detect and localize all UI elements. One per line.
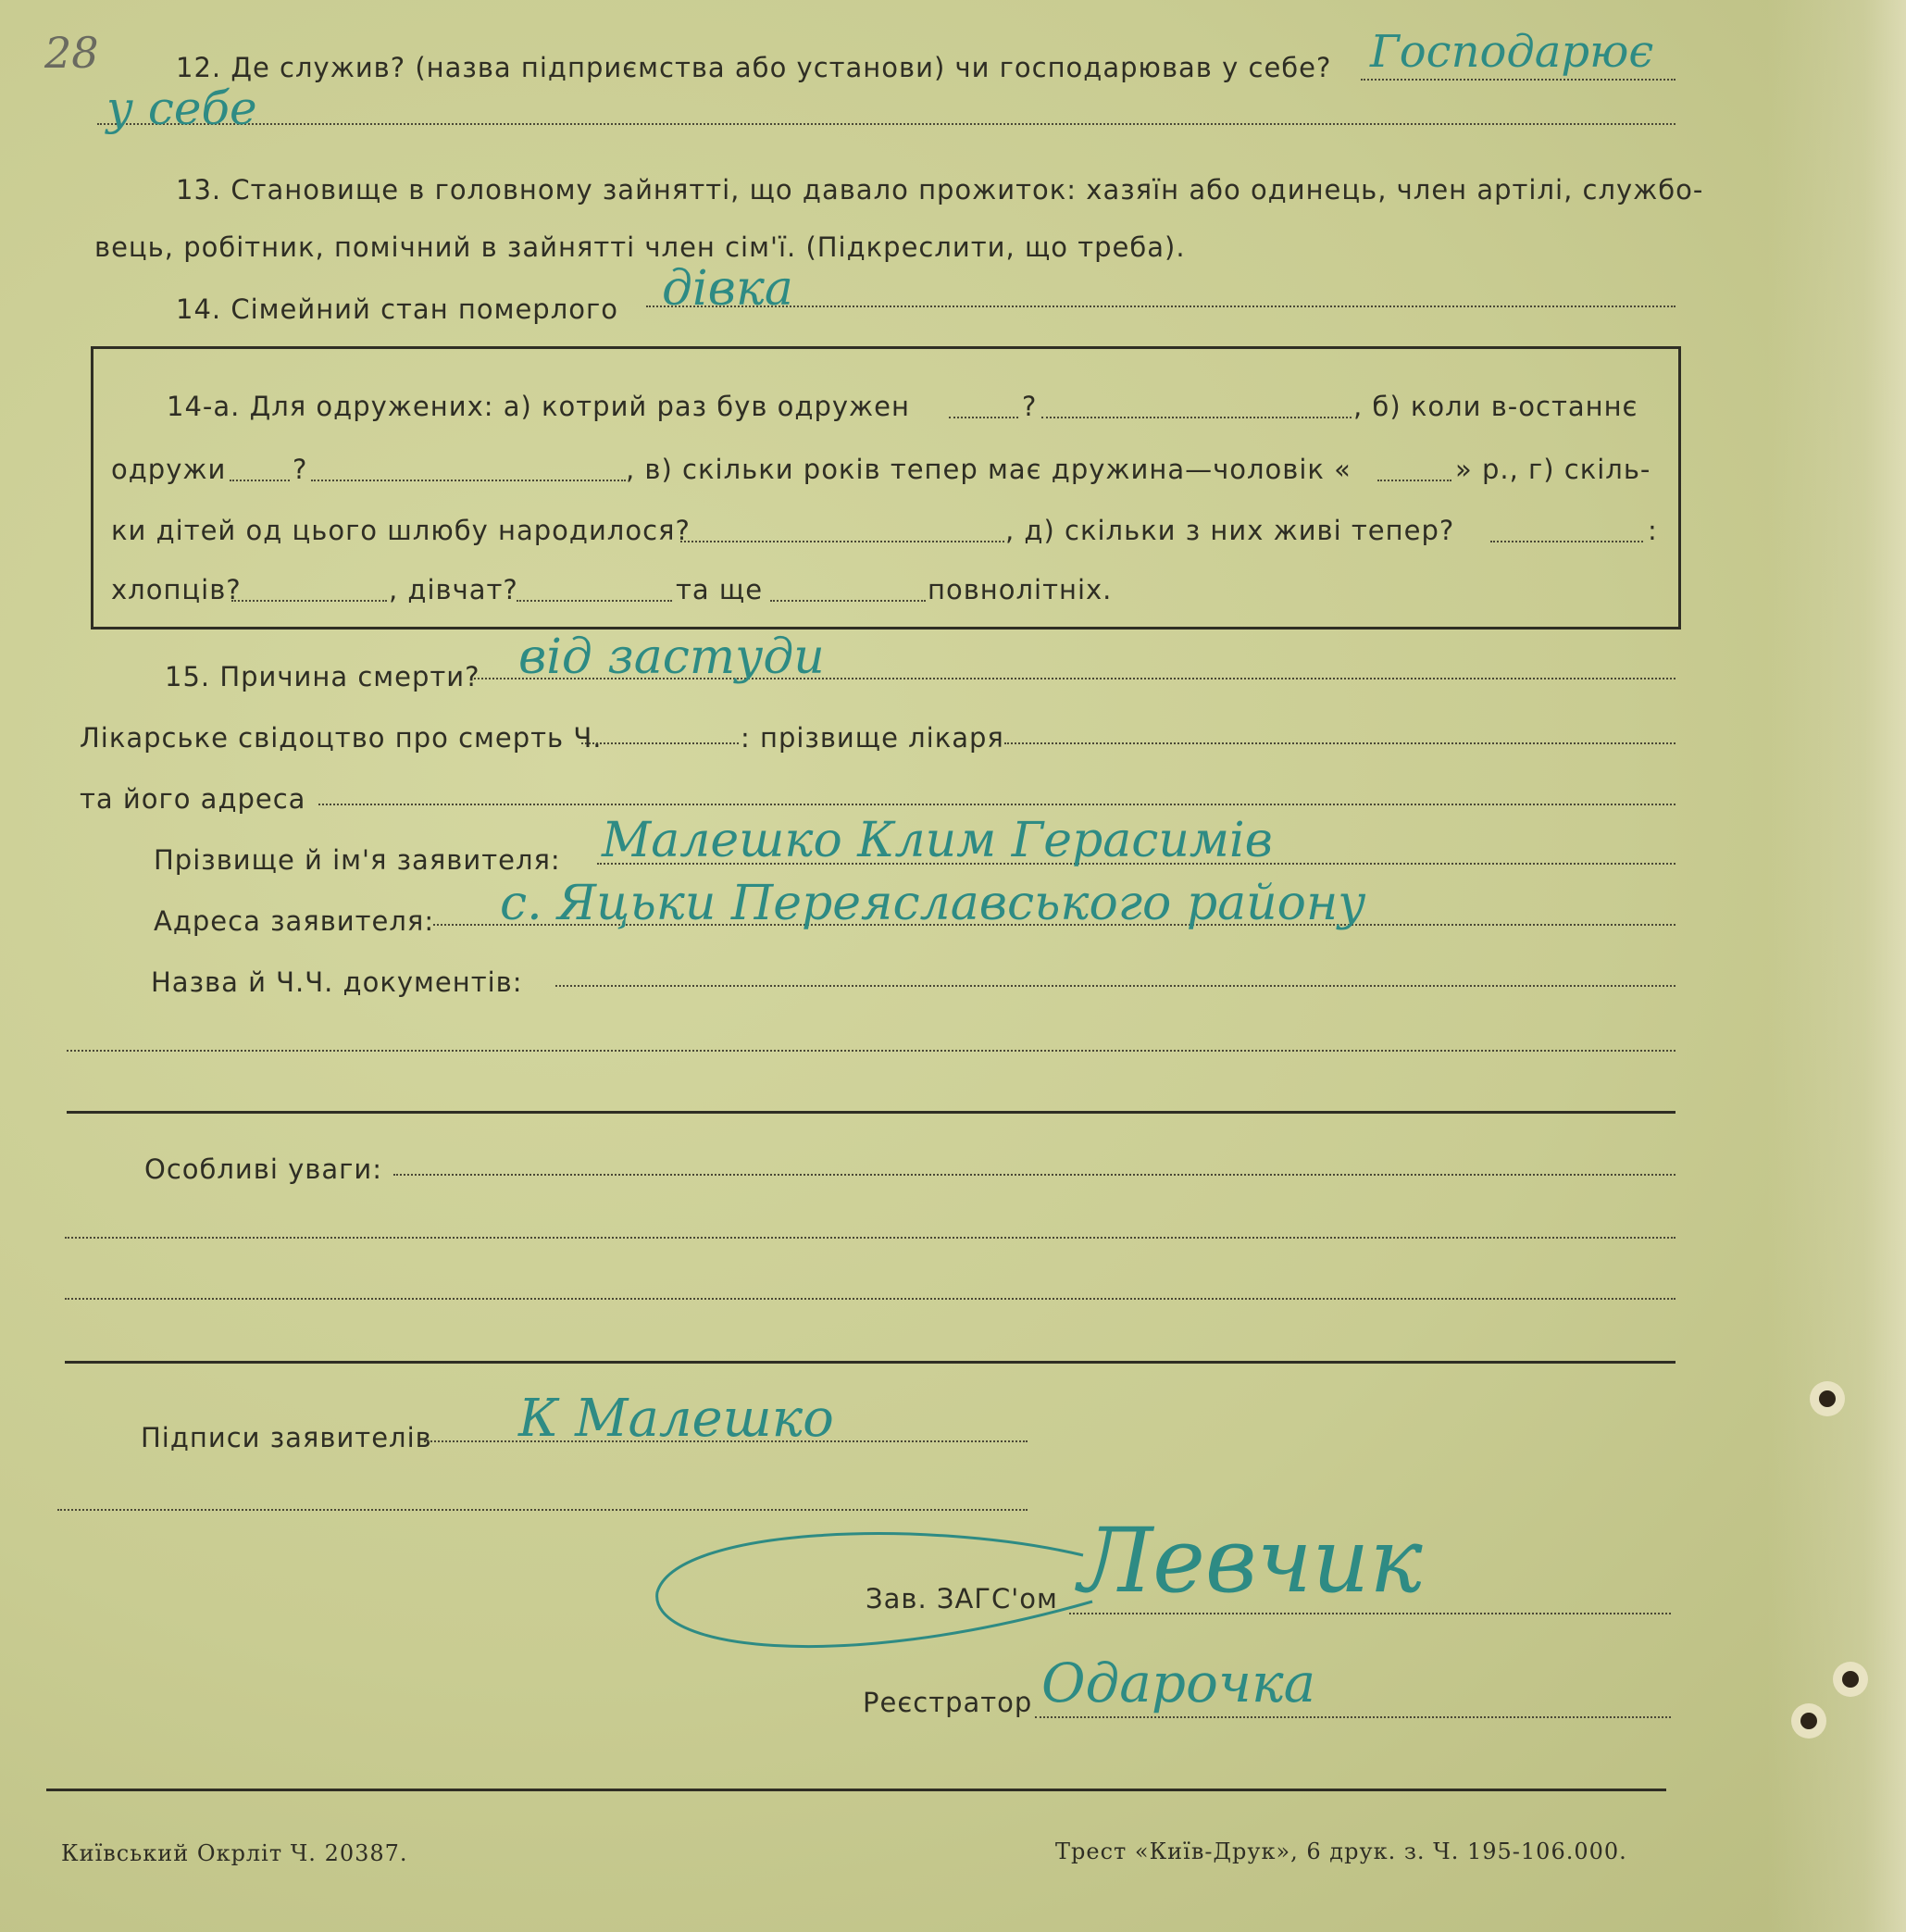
punch-hole [1819,1390,1836,1407]
registrar-signature-line [1035,1716,1671,1718]
q14-line [646,305,1676,307]
applicants-signature-label: Підписи заявителів [141,1422,432,1453]
q14-answer: дівка [662,261,793,317]
q14a-line4-a: хлопців? [111,574,242,605]
q14a-blank [311,480,626,481]
q14a-line4-b: , дівчат? [389,574,518,605]
applicants-signature-value: К Малешко [518,1389,834,1449]
q14a-blank [1490,541,1643,542]
footer-rule [46,1789,1666,1791]
applicant-documents-line [555,985,1676,987]
doctor-surname-blank [1004,742,1676,744]
head-signature-value: Левчик [1078,1509,1423,1613]
applicant-name-value: Малешко Клим Герасимів [602,813,1273,868]
q14a-blank [680,541,1004,542]
blank-line [67,1050,1676,1052]
q14a-line2-q: ? [293,454,308,485]
doctor-surname-label: : прізвище лікаря [741,722,1004,754]
q13-line2: вець, робітник, помічний в зайнятті член сім'ї. (Підкреслити, що треба). [94,231,1186,263]
q14a-line1-a: 14-а. Для одружених: а) котрий раз був одружен [167,391,910,422]
paper-edge [1767,0,1906,1932]
doctor-certificate-label: Лікарське свідоцтво про смерть Ч. [80,722,603,754]
q14a-line1-q: ? [1022,391,1038,422]
footer-left: Київський Окрліт Ч. 20387. [61,1840,408,1866]
q14a-blank [770,600,926,602]
q14a-line2-a: одружи [111,454,227,485]
footer-right: Трест «Київ-Друк», 6 друк. з. Ч. 195-106.000. [1055,1839,1627,1864]
corner-mark: 28 [44,28,99,78]
q15-label: 15. Причина смерти? [165,661,480,692]
q12-line2 [97,123,1676,125]
q14a-line2-b: , в) скільки років тепер має дружина—чоловік « [626,454,1352,485]
doctor-certificate-blank [581,742,739,744]
q14a-blank [1041,417,1352,418]
q14a-blank [1377,480,1451,481]
applicant-address-value: с. Яцьки Переяславського району [500,876,1366,931]
applicant-documents-label: Назва й Ч.Ч. документів: [151,966,523,998]
remarks-line [393,1174,1676,1176]
q12-line1 [1361,79,1676,81]
q14a-blank [949,417,1018,418]
head-signature-label: Зав. ЗАГС'ом [866,1583,1058,1614]
remarks-line [65,1298,1676,1300]
q14a-blank [517,600,672,602]
applicant-address-label: Адреса заявителя: [154,905,435,937]
q14a-line2-c: » р., г) скіль- [1455,454,1651,485]
q12-answer-line1: Господарює [1370,26,1654,78]
applicants-signature-line2 [57,1509,1028,1511]
remarks-label: Особливі уваги: [144,1153,383,1185]
q14a-line3-a: ки дітей од цього шлюбу народилося? [111,515,691,546]
section-rule [67,1111,1676,1114]
q14a-box [91,346,1681,629]
doctor-address-blank [318,804,1676,805]
q13-line1: 13. Становище в головному зайнятті, що давало прожиток: хазяїн або одинець, член артілі, службо- [176,174,1704,206]
q12-label: 12. Де служив? (назва підприємства або установи) чи господарював у себе? [176,52,1332,83]
q14a-blank [231,600,387,602]
remarks-line [65,1237,1676,1239]
q15-answer: від застуди [518,629,825,685]
registrar-signature-value: Одарочка [1041,1652,1316,1714]
registrar-signature-label: Реєстратор [863,1687,1033,1718]
q12-answer-line2: у себе [106,81,257,135]
q14a-line4-d: повнолітніх. [928,574,1113,605]
q14a-line3-b: , д) скільки з них живі тепер? [1005,515,1455,546]
head-signature-line [1069,1613,1671,1614]
q14a-blank [230,480,290,481]
section-rule [65,1361,1676,1364]
q14a-line3-c: : [1648,515,1658,546]
punch-hole [1842,1671,1859,1688]
applicant-name-label: Прізвище й ім'я заявителя: [154,844,561,876]
doctor-address-label: та його адреса [80,783,306,815]
punch-hole [1800,1713,1817,1729]
q14a-line4-c: та ще [676,574,764,605]
q14-label: 14. Сімейний стан померлого [176,293,618,325]
q14a-line1-b: , б) коли в-останнє [1353,391,1638,422]
